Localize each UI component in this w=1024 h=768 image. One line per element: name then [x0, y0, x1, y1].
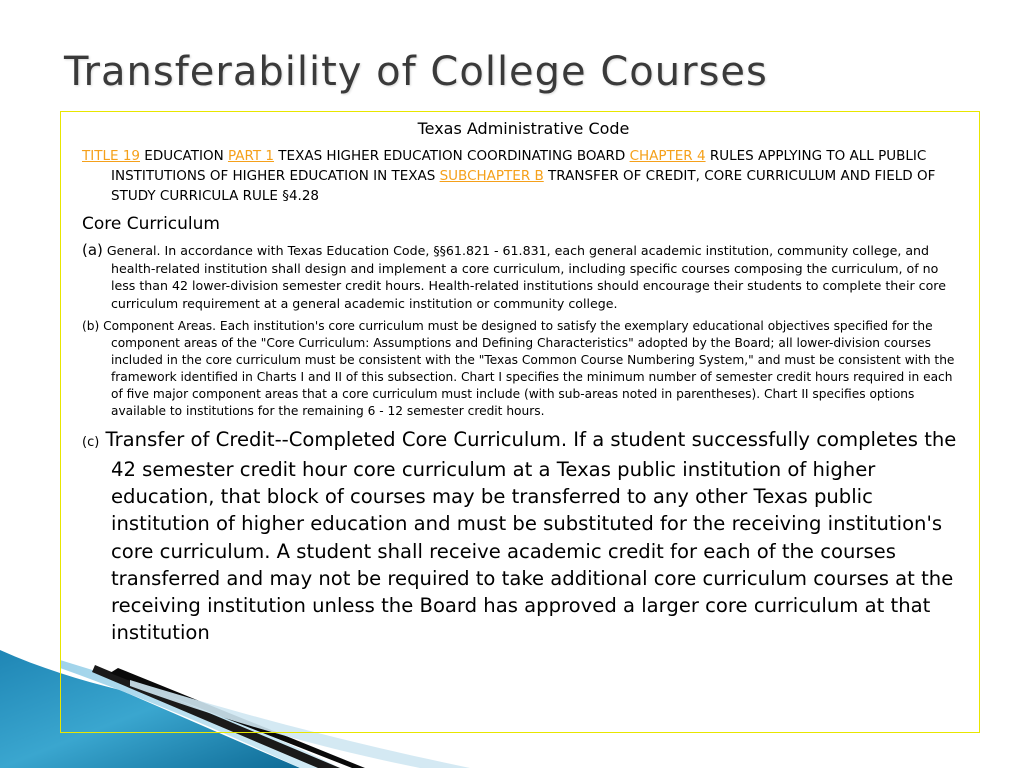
paragraph-b-marker: (b)	[82, 319, 100, 334]
paragraph-a-marker: (a)	[82, 241, 103, 259]
header-text-4: TRANSFER OF CREDIT, CORE CURRICULUM AND FIELD OF STUDY CURRICULA RULE §4.28	[111, 168, 936, 204]
paragraph-c-text: Transfer of Credit--Completed Core Curriculum. If a student successfully completes the 42 semester credit hour core curriculum at a Texas public institution of higher education, that block of courses may be transferred to any other Texas public institution of higher education and must be substituted for the receiving institution's core curriculum. A student shall receive academic credit for each of the courses transferred and may not be required to take additional core curriculum courses at the receiving institution unless the Board has approved a larger core curriculum at that institution	[99, 427, 957, 645]
header-text-3: RULES APPLYING TO ALL PUBLIC INSTITUTIONS OF HIGHER EDUCATION IN TEXAS	[111, 148, 927, 184]
chapter4-link[interactable]: CHAPTER 4	[629, 148, 706, 164]
subchapter-b-link[interactable]: SUBCHAPTER B	[439, 168, 544, 184]
paragraph-b-text: Component Areas. Each institution's core curriculum must be designed to satisfy the exemplary educational objectives specified for the component areas of the "Core Curriculum: Assumptions and Defining Characteristics" adopted by the Board; all lower-division courses included in the core curriculum must be consistent with the "Texas Common Course Numbering System," and must be consistent with the framework identified in Charts I and II of this subsection. Chart I specifies the minimum number of semester credit hours required in each of five major component areas that a core curriculum must include (with sub-areas noted in parentheses). Chart II specifies options available to institutions for the remaining 6 - 12 semester credit hours.	[99, 319, 955, 418]
paragraph-c-marker: (c)	[82, 434, 100, 450]
code-reference-header	[82, 146, 965, 206]
box-title: Texas Administrative Code	[417, 119, 630, 138]
content-box	[60, 111, 980, 733]
paragraph-c	[82, 426, 965, 647]
paragraph-a-text: General. In accordance with Texas Education Code, §§61.821 - 61.831, each general academic institution, community college, and health-related institution shall design and implement a core curriculum, including specific courses composing the curriculum, of no less than 42 lower-division semester credit hours. Health-related institutions should encourage their students to complete their core curriculum requirement at a general academic institution or community college.	[102, 243, 946, 311]
slide-title: Transferability of College Courses	[64, 49, 768, 95]
paragraph-a	[82, 242, 965, 312]
title19-link[interactable]: TITLE 19	[82, 148, 140, 164]
core-curriculum-heading: Core Curriculum	[82, 214, 220, 234]
header-text-1: EDUCATION	[140, 148, 228, 164]
paragraph-b	[82, 318, 965, 419]
part1-link[interactable]: PART 1	[227, 148, 275, 164]
header-text-2: TEXAS HIGHER EDUCATION COORDINATING BOARD	[274, 148, 630, 164]
